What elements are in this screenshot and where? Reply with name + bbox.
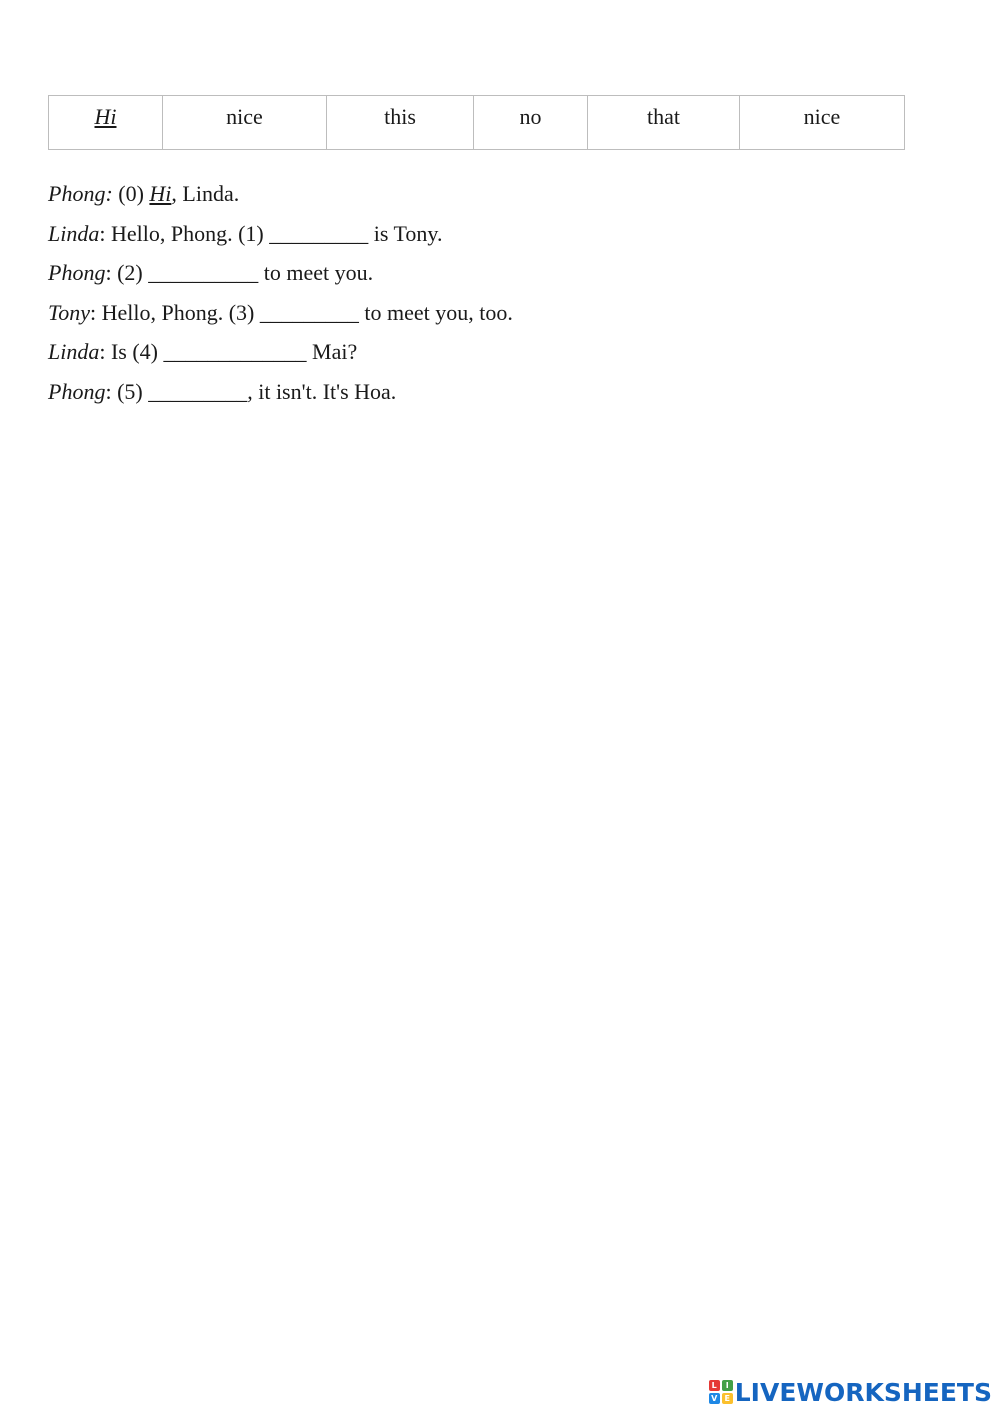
word-box-cell: Hi (49, 96, 163, 150)
line-text: , Linda. (171, 181, 240, 206)
speaker-name: Phong: (48, 181, 113, 206)
word-box-cell: that (588, 96, 740, 150)
dialogue-line (48, 214, 513, 254)
example-answer: Hi (149, 181, 172, 206)
word-box-cell: no (474, 96, 588, 150)
line-text: : (2) __________ to meet you. (105, 260, 374, 286)
speaker-name: Phong (48, 378, 106, 404)
speaker-name: Phong (48, 260, 106, 286)
line-text: : Is (4) _____________ Mai? (99, 339, 358, 365)
speaker-name: Linda (48, 339, 100, 365)
logo-icon-square: V (709, 1393, 720, 1404)
word-box (48, 95, 905, 150)
dialogue-line (48, 293, 513, 333)
logo-icon-square: L (709, 1380, 720, 1391)
item-number: (0) (112, 181, 150, 206)
word-box-row (49, 96, 905, 150)
liveworksheets-logo-icon (709, 1380, 733, 1404)
dialogue-line (48, 372, 513, 412)
line-text: : Hello, Phong. (1) _________ is Tony. (99, 220, 443, 246)
speaker-name: Linda (48, 220, 100, 246)
logo-icon-square: E (722, 1393, 733, 1404)
line-text: : Hello, Phong. (3) _________ to meet you, too. (89, 299, 513, 325)
word-box-cell: nice (163, 96, 327, 150)
line-text: : (5) _________, it isn't. It's Hoa. (105, 378, 397, 404)
dialogue (48, 174, 513, 412)
dialogue-line (48, 174, 513, 214)
dialogue-line (48, 332, 513, 372)
logo-text: LIVEWORKSHEETS (734, 1377, 992, 1407)
word-box-cell: nice (740, 96, 905, 150)
liveworksheets-logo (709, 1375, 992, 1409)
logo-icon-square: I (722, 1380, 733, 1391)
dialogue-line (48, 253, 513, 293)
speaker-name: Tony (48, 299, 90, 325)
word-box-cell: this (327, 96, 474, 150)
